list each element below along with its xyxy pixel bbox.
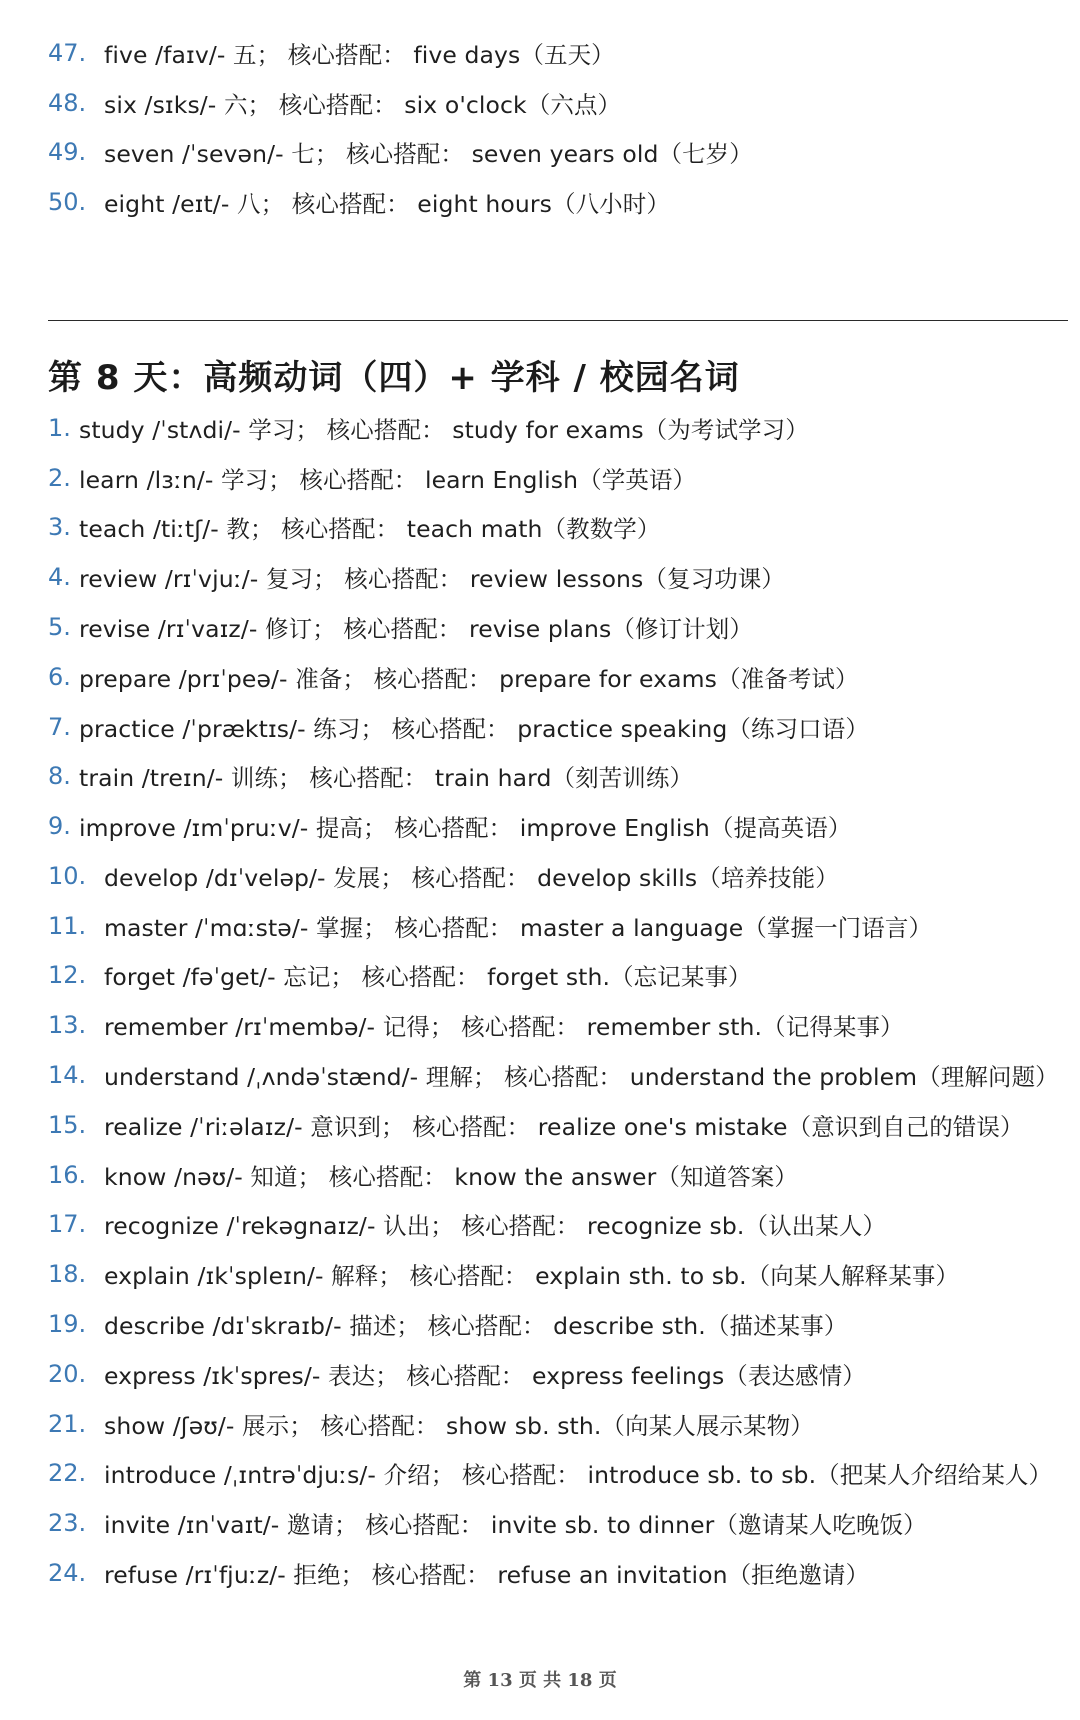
item-text: train /treɪn/- 训练； 核心搭配： train hard（刻苦训练） [79,764,694,793]
list-item [48,177,753,227]
item-number: 13. [48,1011,87,1040]
item-text: recognize /ˈrekəgnaɪz/- 认出； 核心搭配： recognize sb.（认出某人） [104,1212,887,1241]
item-text: seven /ˈsevən/- 七； 核心搭配： seven years old（七岁） [104,140,753,169]
list-item [48,1399,1059,1449]
item-number: 2. [48,463,71,492]
item-number: 11. [48,911,87,940]
item-text: show /ʃəʊ/- 展示； 核心搭配： show sb. sth.（向某人展示某物） [104,1411,814,1440]
list-item [48,1150,1059,1200]
list-item [48,1000,1059,1050]
list-item [48,801,869,851]
item-number: 10. [48,861,87,890]
item-number: 23. [48,1509,87,1538]
item-number: 9. [48,812,71,841]
item-text: invite /ɪnˈvaɪt/- 邀请； 核心搭配： invite sb. to dinner（邀请某人吃晚饭） [104,1511,927,1540]
vocab-list-day8-part2 [48,851,1059,1598]
item-number: 4. [48,563,71,592]
item-text: master /ˈmɑːstə/- 掌握； 核心搭配： master a language（掌握一门语言） [104,913,933,942]
item-text: review /rɪˈvjuː/- 复习； 核心搭配： review lessons（复习功课） [79,565,785,594]
item-text: remember /rɪˈmembə/- 记得； 核心搭配： remember sth.（记得某事） [104,1013,904,1042]
item-number: 18. [48,1260,87,1289]
item-text: six /sɪks/- 六； 核心搭配： six o'clock（六点） [104,90,622,119]
item-number: 16. [48,1160,87,1189]
list-item [48,951,1059,1001]
item-text: study /ˈstʌdi/- 学习； 核心搭配： study for exams（为考试学习） [79,415,809,444]
list-item [48,403,869,453]
item-number: 20. [48,1359,87,1388]
list-item [48,1548,1059,1598]
item-number: 8. [48,762,71,791]
item-number: 21. [48,1409,87,1438]
vocab-list-day8-part1 [48,403,869,851]
list-item [48,901,1059,951]
list-item [48,1349,1059,1399]
item-text: explain /ɪkˈspleɪn/- 解释； 核心搭配： explain sth. to sb.（向某人解释某事） [104,1262,960,1291]
list-item [48,503,869,553]
item-text: develop /dɪˈveləp/- 发展； 核心搭配： develop skills（培养技能） [104,863,839,892]
item-text: realize /ˈriːəlaɪz/- 意识到； 核心搭配： realize one's mistake（意识到自己的错误） [104,1112,1024,1141]
item-text: prepare /prɪˈpeə/- 准备； 核心搭配： prepare for exams（准备考试） [79,664,859,693]
item-number: 6. [48,662,71,691]
item-text: understand /ˌʌndəˈstænd/- 理解； 核心搭配： understand the problem（理解问题） [104,1063,1059,1092]
item-number: 47. [48,38,87,67]
list-item [48,652,869,702]
item-number: 49. [48,138,87,167]
item-text: express /ɪkˈspres/- 表达； 核心搭配： express feelings（表达感情） [104,1361,866,1390]
list-item [48,1249,1059,1299]
item-number: 3. [48,513,71,542]
item-text: describe /dɪˈskraɪb/- 描述； 核心搭配： describe sth.（描述某事） [104,1312,848,1341]
vocab-list-previous [48,28,753,227]
item-number: 12. [48,961,87,990]
list-item [48,752,869,802]
list-item [48,1498,1059,1548]
list-item [48,851,1059,901]
page-footer: 第 13 页 共 18 页 [463,1670,617,1691]
list-item [48,1200,1059,1250]
item-number: 14. [48,1061,87,1090]
list-item [48,552,869,602]
list-item [48,1050,1059,1100]
item-text: learn /lɜːn/- 学习； 核心搭配： learn English（学英语） [79,465,697,494]
item-number: 48. [48,88,87,117]
section-divider [48,320,1068,321]
item-number: 24. [48,1559,87,1588]
item-text: revise /rɪˈvaɪz/- 修订； 核心搭配： revise plans（修订计划） [79,615,753,644]
item-text: refuse /rɪˈfjuːz/- 拒绝； 核心搭配： refuse an invitation（拒绝邀请） [104,1561,870,1590]
item-number: 50. [48,188,87,217]
item-number: 15. [48,1110,87,1139]
list-item [48,702,869,752]
item-number: 7. [48,712,71,741]
item-text: teach /tiːtʃ/- 教； 核心搭配： teach math（教数学） [79,515,661,544]
list-item [48,453,869,503]
item-text: forget /fəˈget/- 忘记； 核心搭配： forget sth.（忘记某事） [104,963,752,992]
item-text: eight /eɪt/- 八； 核心搭配： eight hours（八小时） [104,190,670,219]
list-item [48,602,869,652]
list-item [48,78,753,128]
item-number: 22. [48,1459,87,1488]
item-text: know /nəʊ/- 知道； 核心搭配： know the answer（知道答案） [104,1162,798,1191]
item-number: 1. [48,413,71,442]
list-item [48,28,753,78]
item-number: 17. [48,1210,87,1239]
list-item [48,1299,1059,1349]
item-number: 19. [48,1310,87,1339]
item-text: improve /ɪmˈpruːv/- 提高； 核心搭配： improve English（提高英语） [79,814,852,843]
item-text: five /faɪv/- 五； 核心搭配： five days（五天） [104,40,615,69]
list-item [48,128,753,178]
item-number: 5. [48,613,71,642]
item-text: introduce /ˌɪntrəˈdjuːs/- 介绍； 核心搭配： introduce sb. to sb.（把某人介绍给某人） [104,1461,1053,1490]
list-item [48,1449,1059,1499]
list-item [48,1100,1059,1150]
item-text: practice /ˈpræktɪs/- 练习； 核心搭配： practice speaking（练习口语） [79,714,869,743]
section-title: 第 8 天：高频动词（四）+ 学科 / 校园名词 [48,358,740,398]
